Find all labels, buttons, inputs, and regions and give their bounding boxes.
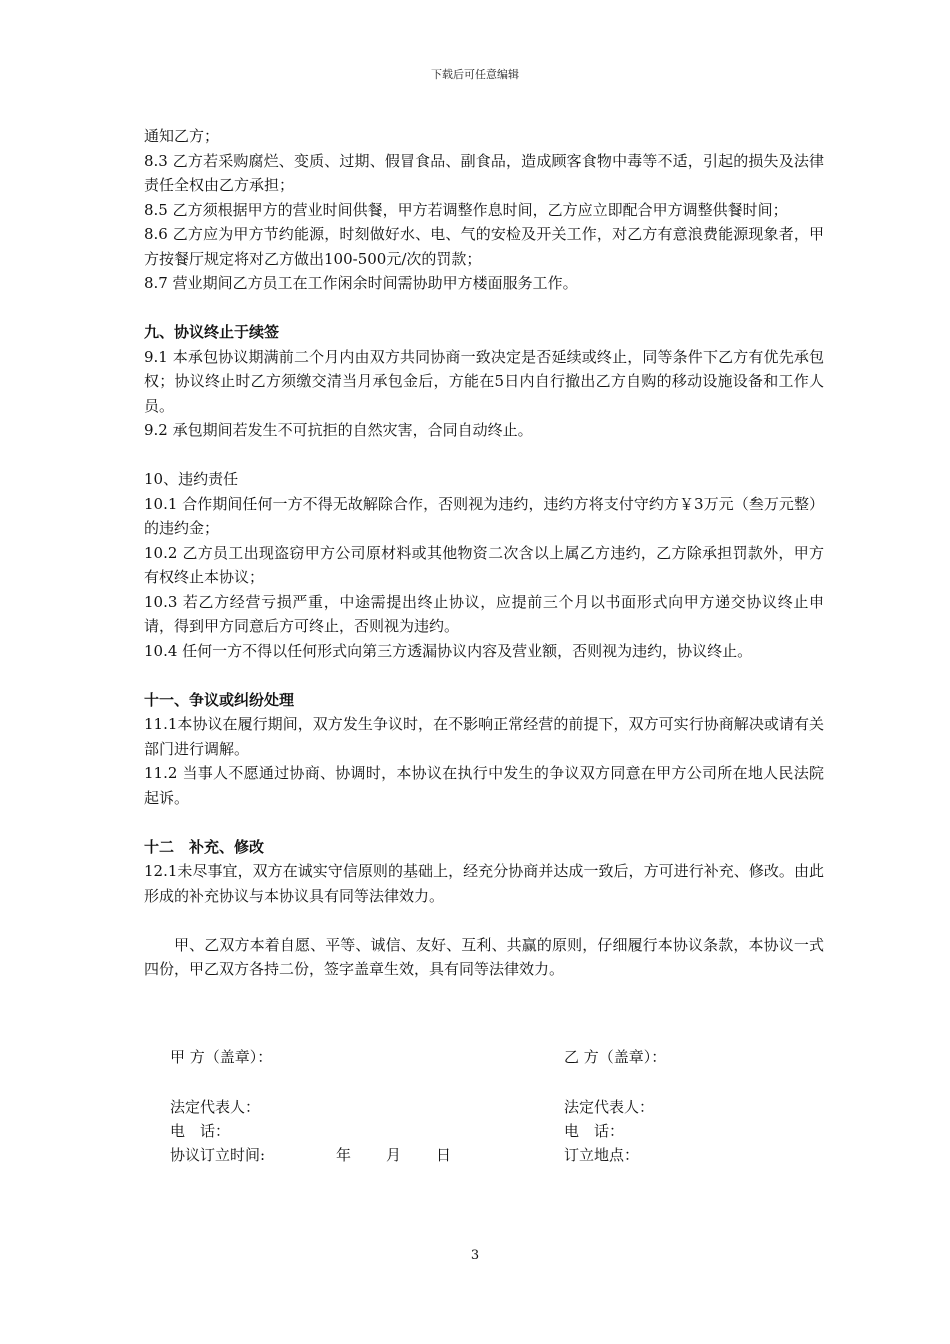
clause-10-3: 10.3 若乙方经营亏损严重，中途需提出终止协议，应提前三个月以书面形式向甲方递交协议终止申请，得到甲方同意后方可终止，否则视为违约。 — [144, 592, 824, 635]
closing-paragraph: 甲、乙双方本着自愿、平等、诚信、友好、互利、共赢的原则，仔细履行本协议条款，本协议一式四份，甲乙双方各持二份，签字盖章生效，具有同等法律效力。 — [144, 935, 824, 978]
date-year: 年 — [336, 1146, 352, 1164]
clause-10-2: 10.2 乙方员工出现盗窃甲方公司原材料或其他物资二次含以上属乙方违约，乙方除承担罚款外，甲方有权终止本协议； — [144, 543, 824, 586]
party-b-phone-label: 电 话： — [564, 1122, 625, 1140]
signing-place-label: 订立地点： — [564, 1146, 640, 1164]
clause-11-1: 11.1本协议在履行期间，双方发生争议时，在不影响正常经营的前提下，双方可实行协商解决或请有关部门进行调解。 — [144, 715, 824, 758]
page-number: 3 — [470, 1248, 480, 1263]
agreement-date — [170, 1144, 451, 1165]
document-body — [144, 124, 824, 982]
clause-11-2: 11.2 当事人不愿通过协商、协调时，本协议在执行中发生的争议双方同意在甲方公司所在地人民法院起诉。 — [144, 764, 824, 807]
paragraph: 通知乙方； — [144, 127, 220, 145]
party-b-representative-label: 法定代表人： — [564, 1098, 655, 1116]
clause-10-1: 10.1 合作期间任何一方不得无故解除合作，否则视为违约，违约方将支付守约方￥3万元（叁万元整）的违约金； — [144, 494, 824, 537]
clause-8-7: 8.7 营业期间乙方员工在工作闲余时间需协助甲方楼面服务工作。 — [144, 274, 578, 292]
date-day: 日 — [436, 1146, 452, 1164]
party-a-phone-label: 电 话： — [170, 1122, 231, 1140]
date-label: 协议订立时间: — [170, 1146, 266, 1164]
section-10-title: 10、违约责任 — [144, 470, 239, 488]
section-12-title: 十二 补充、修改 — [144, 837, 265, 856]
party-a-representative-label: 法定代表人： — [170, 1098, 261, 1116]
party-a-seal-label: 甲 方（盖章）： — [170, 1048, 273, 1066]
clause-12-1: 12.1未尽事宜，双方在诚实守信原则的基础上，经充分协商并达成一致后，方可进行补充、修改。由此形成的补充协议与本协议具有同等法律效力。 — [144, 862, 824, 905]
section-9-title: 九、协议终止于续签 — [144, 323, 280, 341]
clause-9-2: 9.2 承包期间若发生不可抗拒的自然灾害，合同自动终止。 — [144, 421, 533, 439]
section-11-title: 十一、争议或纠纷处理 — [144, 690, 295, 709]
page-header: 下载后可任意编辑 — [431, 68, 519, 81]
party-b-seal-label: 乙 方（盖章）： — [564, 1048, 667, 1066]
clause-9-1: 9.1 本承包协议期满前二个月内由双方共同协商一致决定是否延续或终止，同等条件下乙方有优先承包权；协议终止时乙方须缴交清当月承包金后，方能在5日内自行撤出乙方自购的移动设施设备和工作人员。 — [144, 347, 824, 415]
clause-8-6: 8.6 乙方应为甲方节约能源，时刻做好水、电、气的安检及开关工作，对乙方有意浪费能源现象者，甲方按餐厅规定将对乙方做出100-500元/次的罚款； — [144, 225, 824, 268]
clause-8-5: 8.5 乙方须根据甲方的营业时间供餐，甲方若调整作息时间，乙方应立即配合甲方调整供餐时间； — [144, 200, 788, 219]
clause-8-3: 8.3 乙方若采购腐烂、变质、过期、假冒食品、副食品，造成顾客食物中毒等不适，引起的损失及法律责任全权由乙方承担； — [144, 151, 824, 194]
signature-block — [170, 1046, 730, 1168]
clause-10-4: 10.4 任何一方不得以任何形式向第三方透漏协议内容及营业额，否则视为违约，协议终止。 — [144, 641, 753, 660]
date-month: 月 — [386, 1146, 402, 1164]
